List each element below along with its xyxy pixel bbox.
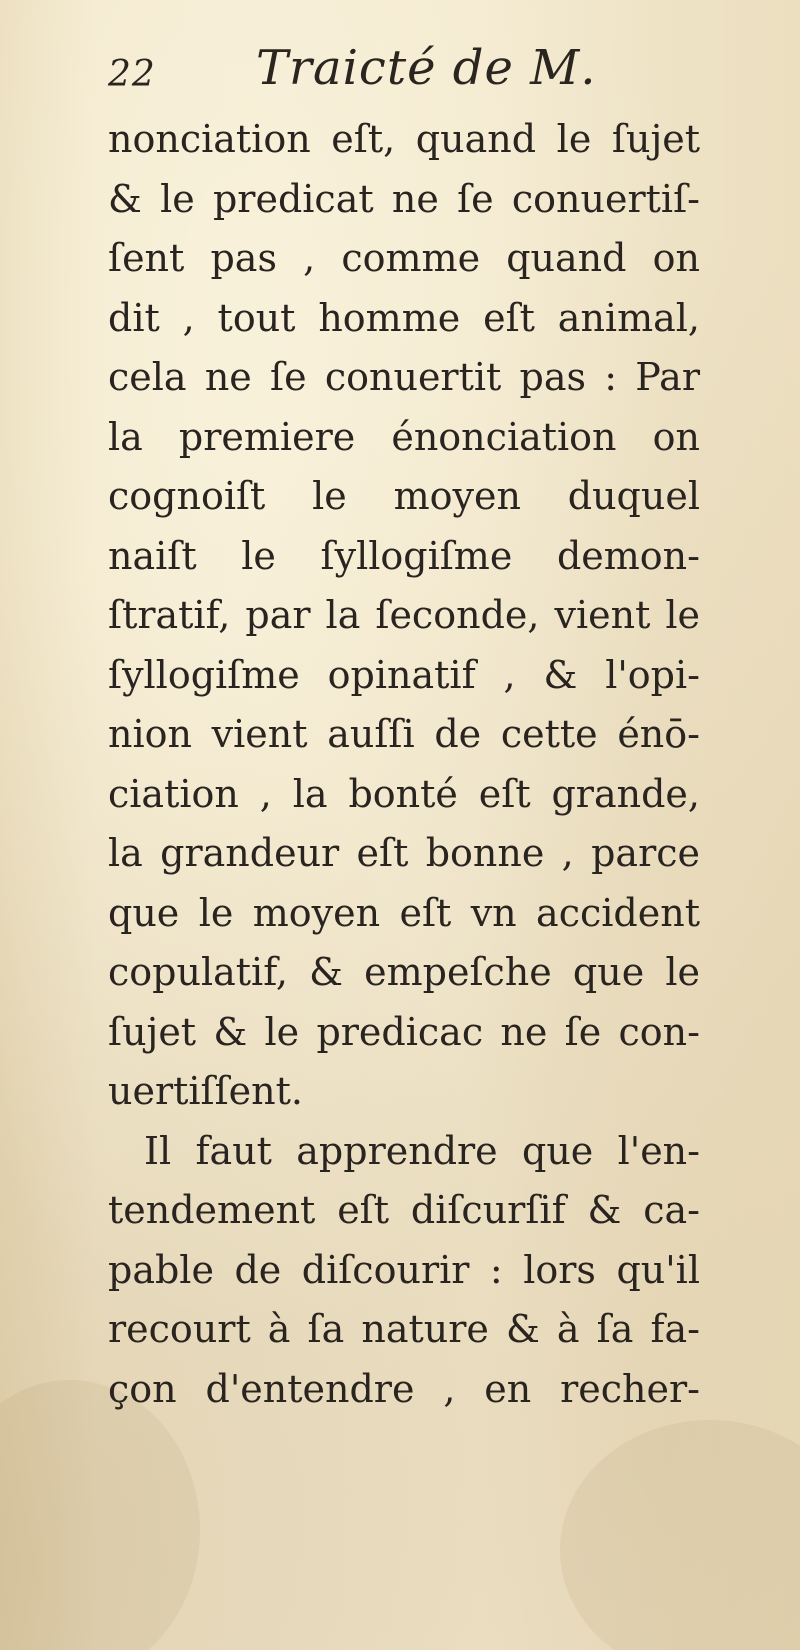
text-line: dit , tout homme eſt animal, bbox=[108, 295, 700, 340]
text-line: la premiere énonciation on bbox=[108, 414, 700, 459]
text-line: recourt à ſa nature & à ſa fa- bbox=[108, 1307, 700, 1351]
paragraph-1 bbox=[108, 110, 700, 1122]
body-text bbox=[108, 110, 700, 1419]
text-line: ſyllogiſme opinatif , & l'opi- bbox=[108, 652, 700, 697]
text-line: Il faut apprendre que l'en- bbox=[144, 1128, 700, 1173]
text-line: cela ne ſe conuertit pas : Par bbox=[108, 355, 700, 399]
text-line: nonciation eſt, quand le ſujet bbox=[108, 117, 700, 161]
text-line: nion vient auſſi de cette énō- bbox=[108, 712, 700, 756]
text-line: & le predicat ne ſe conuertiſ- bbox=[108, 176, 700, 221]
text-line: ſent pas , comme quand on bbox=[108, 236, 700, 280]
running-title: Traicté de M. bbox=[256, 40, 597, 96]
text-line: naiſt le ſyllogiſme demon- bbox=[108, 533, 700, 578]
text-line: tendement eſt diſcurſif & ca- bbox=[108, 1188, 700, 1232]
paper-stain bbox=[0, 1380, 200, 1650]
text-line: uertiſſent. bbox=[108, 1069, 303, 1113]
text-line: çon d'entendre , en recher- bbox=[108, 1366, 700, 1411]
text-line: pable de diſcourir : lors qu'il bbox=[108, 1247, 700, 1292]
text-line: que le moyen eſt vn accident bbox=[108, 890, 700, 935]
text-line: ſtratif, par la ſeconde, vient le bbox=[108, 593, 700, 637]
text-line: ciation , la bonté eſt grande, bbox=[108, 771, 700, 816]
paper-stain bbox=[560, 1420, 800, 1650]
text-line: la grandeur eſt bonne , parce bbox=[108, 831, 700, 875]
text-line: cognoiſt le moyen duquel bbox=[108, 474, 700, 518]
paragraph-2 bbox=[108, 1122, 700, 1420]
page-number: 22 bbox=[108, 54, 156, 95]
text-line: copulatif, & empeſche que le bbox=[108, 950, 700, 994]
text-line: ſujet & le predicac ne ſe con- bbox=[108, 1009, 700, 1054]
